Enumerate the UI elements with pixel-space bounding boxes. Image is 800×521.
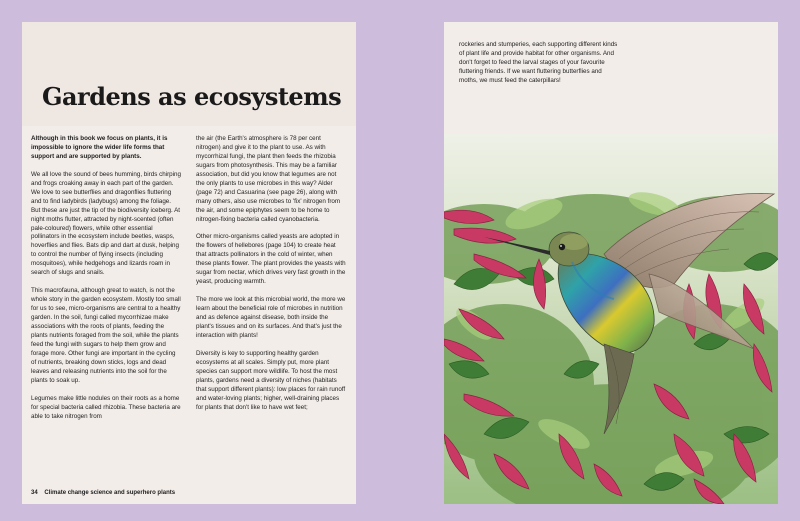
hummingbird-flowers-drawing [444, 134, 778, 504]
section-title: Climate change science and superhero plants [44, 490, 176, 496]
paragraph: Legumes make little nodules on their roots as a home for special bacteria called rhizobia. These bacteria are able to take nitrogen from [31, 394, 181, 420]
left-page [22, 22, 356, 504]
paragraph: This macrofauna, although great to watch, is not the whole story in the garden ecosystem. Mostly too small for us to see, micro-organisms are central to a healthy garden. In the soil, fungi called mycorrhizae make associations with the roots of plants, feeding the plants nutrients foraged from the soil, while the plants feed the fungi with sugars to help them grow and forage more. Other fungi are important in the cycling of nutrients, breaking down sticks, logs and dead leaves and releasing nutrients into the soil for the plants to soak up. [31, 287, 181, 384]
text-column-2 [196, 135, 346, 421]
paragraph: Other micro-organisms called yeasts are adopted in the flowers of hellebores (page 104) to create heat that attracts pollinators in the cold of winter, when these plants flower. The plant provides the yeasts with sugar from nectar, which drives very fast growth in the yeast, producing warmth. [196, 233, 346, 286]
text-column-1 [31, 135, 181, 430]
paragraph: The more we look at this microbial world, the more we learn about the beneficial role of microbes in nutrition and as defence against disease, both inside the plant's tissues and on its surfaces. And that's just the interaction with plants! [196, 296, 346, 339]
page-title: Gardens as ecosystems [42, 82, 342, 111]
page-number: 34 [31, 490, 38, 496]
page-footer [31, 490, 175, 496]
continued-paragraph: rockeries and stumperies, each supporting different kinds of plant life and provide habitat for other organisms. And don't forget to feed the larval stages of your favourite fluttering friends. If we want fluttering butterflies and moths, we must feed the caterpillars! [459, 41, 618, 84]
right-page [444, 22, 778, 504]
paragraph: We all love the sound of bees humming, birds chirping and frogs croaking away in each part of the garden. We love to see butterflies and dragonflies fluttering and to find ladybirds (ladybugs) among the foliage. But these are just the tip of the biodiversity iceberg. At night moths flutter, attracted by night-scented (often pale-coloured) flowers, while other essential pollinators in the ecosystem include beetles, wasps, hoverflies and flies. Bats dip and dart at dusk, helping to control the number of flying insects (including mosquitoes), while hedgehogs and lizards roam in search of slugs and snails. [31, 170, 181, 277]
paragraph: the air (the Earth's atmosphere is 78 per cent nitrogen) and give it to the plant to use. As with mycorrhizal fungi, the plant then feeds the rhizobia sugars from photosynthesis. This may be a familiar association, but did you know that legumes are not the only plants to use microbes in this way? Alder (page 72) and Casuarina (see page 26), along with many others, also use microbes to 'fix' nitrogen from the air, and some epiphytes seem to be home to nitrogen-fixing bacteria called cyanobacteria. [196, 135, 341, 223]
title-box [22, 22, 356, 126]
paragraph: Diversity is key to supporting healthy garden ecosystems at all scales. Simply put, more plant species can support more wildlife. To host the most plants, gardens need a diversity of niches (habitats that support different plants): low places for rain runoff and water-loving plants; higher, well-draining places for plants that don't like to have wet feet; [196, 349, 346, 411]
eye [559, 244, 565, 250]
intro-paragraph: Although in this book we focus on plants, it is impossible to ignore the wider life forms that support and are supported by plants. [31, 135, 168, 160]
hummingbird-illustration [444, 134, 778, 504]
